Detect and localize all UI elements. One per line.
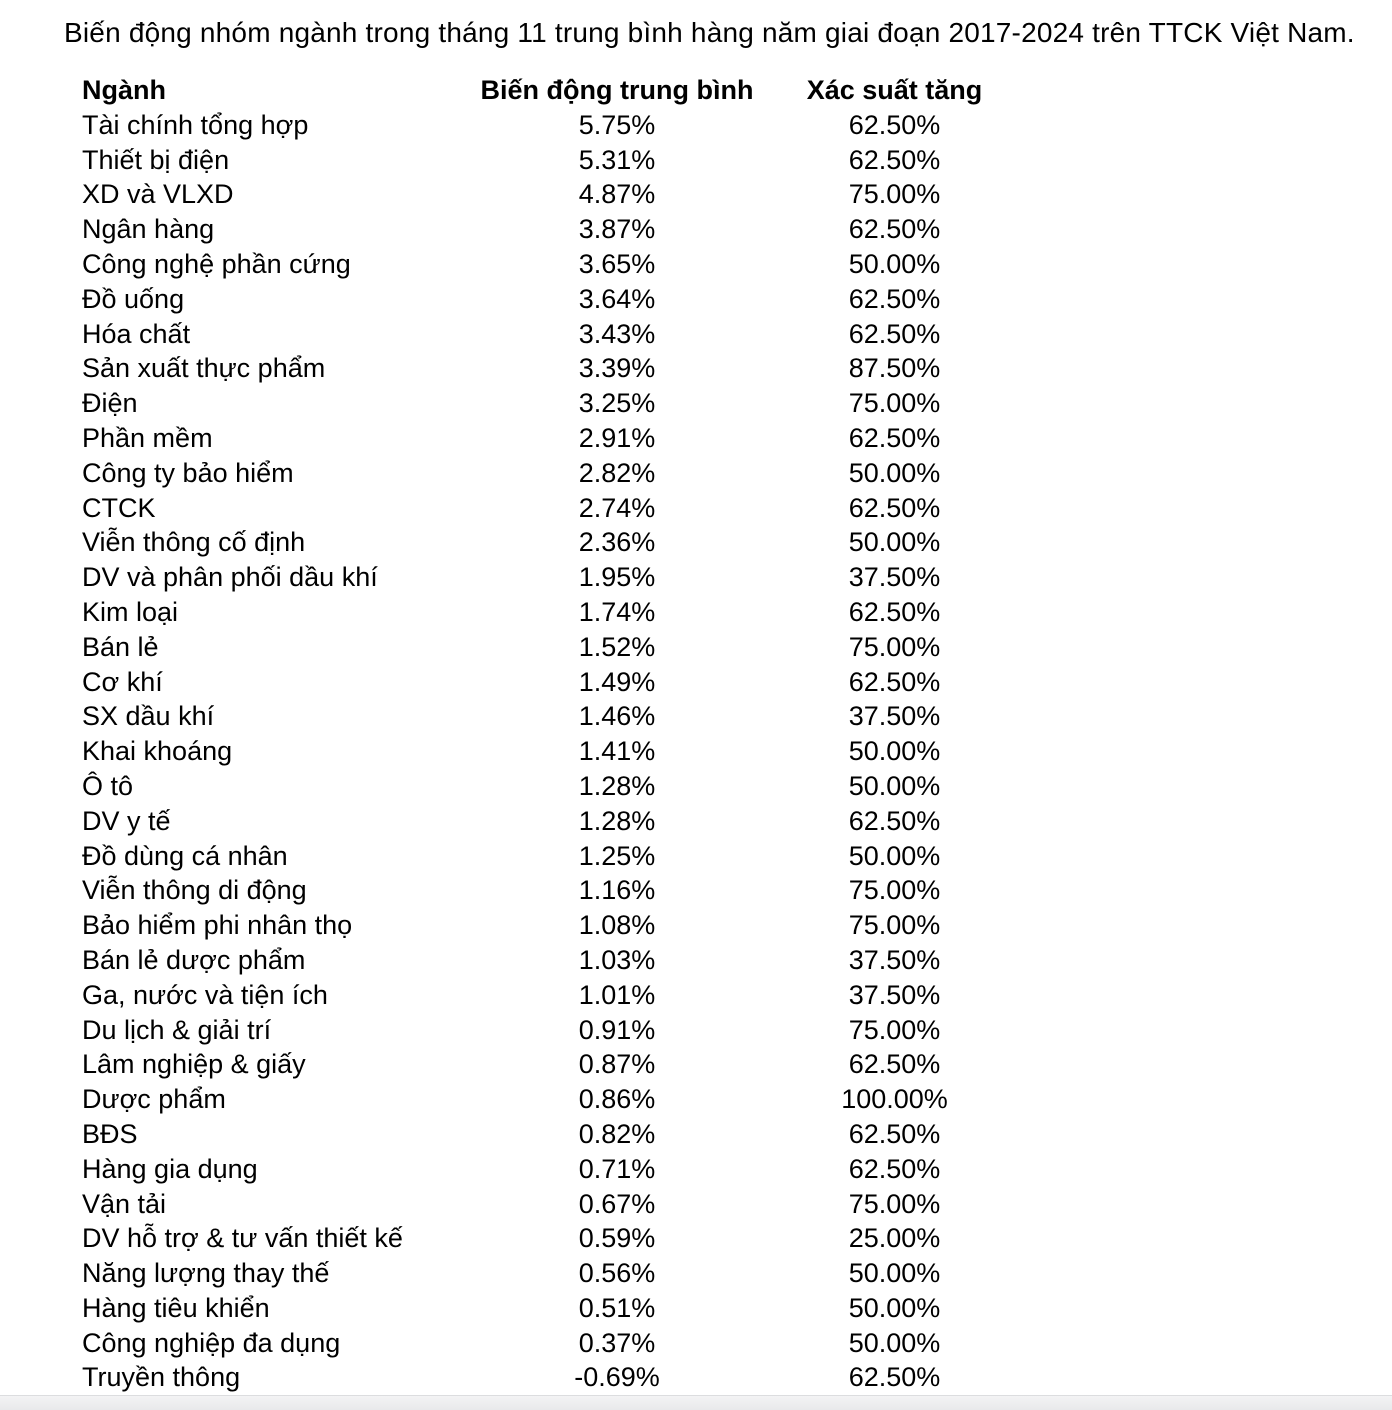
sector-table <box>82 73 1027 1395</box>
table-row <box>82 943 1027 978</box>
column-header-sector: Ngành <box>82 75 166 105</box>
avg-change-value: 2.82% <box>578 457 656 488</box>
sector-name: Phần mềm <box>82 422 213 453</box>
table-row <box>82 1013 1027 1048</box>
sector-name: Cơ khí <box>82 666 163 697</box>
sector-name: Thiết bị điện <box>82 144 230 175</box>
sector-name: Sản xuất thực phẩm <box>82 353 326 384</box>
sector-name: CTCK <box>82 492 156 523</box>
avg-change-value: 1.95% <box>578 562 656 593</box>
up-probability-value: 100.00% <box>841 1084 948 1115</box>
sector-name: Ô tô <box>82 770 134 801</box>
table-row <box>82 978 1027 1013</box>
up-probability-value: 62.50% <box>848 214 941 245</box>
table-row <box>82 1291 1027 1326</box>
up-probability-value: 50.00% <box>848 457 941 488</box>
avg-change-value: 4.87% <box>578 179 656 210</box>
up-probability-value: 50.00% <box>848 840 941 871</box>
up-probability-value: 37.50% <box>848 562 941 593</box>
sector-name: BĐS <box>82 1118 138 1149</box>
table-row <box>82 873 1027 908</box>
table-row <box>82 804 1027 839</box>
up-probability-value: 50.00% <box>848 770 941 801</box>
up-probability-value: 75.00% <box>848 631 941 662</box>
table-row <box>82 386 1027 421</box>
avg-change-value: 1.25% <box>578 840 656 871</box>
up-probability-value: 50.00% <box>848 1258 941 1289</box>
table-row <box>82 1221 1027 1256</box>
table-row <box>82 1187 1027 1222</box>
sector-name: XD và VLXD <box>82 179 234 210</box>
up-probability-value: 37.50% <box>848 979 941 1010</box>
avg-change-value: 2.36% <box>578 527 656 558</box>
avg-change-value: 1.08% <box>578 910 656 941</box>
sector-name: Du lịch & giải trí <box>82 1014 272 1045</box>
sector-name: Công ty bảo hiểm <box>82 457 294 488</box>
up-probability-value: 62.50% <box>848 805 941 836</box>
page-title: Biến động nhóm ngành trong tháng 11 trung bình hàng năm giai đoạn 2017-2024 trên TTCK Việt Nam. <box>64 17 1355 48</box>
table-row <box>82 1326 1027 1361</box>
up-probability-value: 75.00% <box>848 1014 941 1045</box>
table-row <box>82 525 1027 560</box>
up-probability-value: 62.50% <box>848 1118 941 1149</box>
column-header-up-probability: Xác suất tăng <box>806 75 983 105</box>
table-row <box>82 1082 1027 1117</box>
up-probability-value: 25.00% <box>848 1223 941 1254</box>
sector-name: Công nghiệp đa dụng <box>82 1327 341 1358</box>
avg-change-value: 3.65% <box>578 248 656 279</box>
avg-change-value: 3.39% <box>578 353 656 384</box>
up-probability-value: 75.00% <box>848 875 941 906</box>
avg-change-value: 1.49% <box>578 666 656 697</box>
avg-change-value: 3.43% <box>578 318 656 349</box>
sector-name: DV hỗ trợ & tư vấn thiết kế <box>82 1223 403 1254</box>
sector-name: Vận tải <box>82 1188 167 1219</box>
avg-change-value: 0.56% <box>578 1258 656 1289</box>
avg-change-value: 1.01% <box>578 979 656 1010</box>
avg-change-value: 2.74% <box>578 492 656 523</box>
avg-change-value: 2.91% <box>578 422 656 453</box>
up-probability-value: 75.00% <box>848 179 941 210</box>
sector-name: Khai khoáng <box>82 736 233 767</box>
up-probability-value: 75.00% <box>848 910 941 941</box>
avg-change-value: 1.41% <box>578 736 656 767</box>
up-probability-value: 50.00% <box>848 736 941 767</box>
up-probability-value: 62.50% <box>848 666 941 697</box>
table-row <box>82 282 1027 317</box>
up-probability-value: 87.50% <box>848 353 941 384</box>
avg-change-value: 5.75% <box>578 109 656 140</box>
table-row <box>82 1117 1027 1152</box>
up-probability-value: 50.00% <box>848 527 941 558</box>
table-row <box>82 560 1027 595</box>
up-probability-value: 62.50% <box>848 492 941 523</box>
sector-name: Tài chính tổng hợp <box>82 109 309 140</box>
sector-name: Bảo hiểm phi nhân thọ <box>82 910 353 941</box>
sector-name: Hàng gia dụng <box>82 1153 258 1184</box>
table-row <box>82 1256 1027 1291</box>
avg-change-value: 0.59% <box>578 1223 656 1254</box>
sector-name: Lâm nghiệp & giấy <box>82 1049 306 1080</box>
table-header-row <box>82 73 1027 108</box>
up-probability-value: 37.50% <box>848 701 941 732</box>
sector-name: Dược phẩm <box>82 1084 226 1115</box>
up-probability-value: 37.50% <box>848 944 941 975</box>
up-probability-value: 62.50% <box>848 1049 941 1080</box>
avg-change-value: 0.82% <box>578 1118 656 1149</box>
table-row <box>82 108 1027 143</box>
up-probability-value: 62.50% <box>848 283 941 314</box>
up-probability-value: 75.00% <box>848 388 941 419</box>
table-row <box>82 1152 1027 1187</box>
table-row <box>82 177 1027 212</box>
sector-name: SX dầu khí <box>82 701 215 732</box>
sector-name: Đồ dùng cá nhân <box>82 840 288 871</box>
sector-name: Bán lẻ dược phẩm <box>82 944 306 975</box>
table-row <box>82 1360 1027 1395</box>
up-probability-value: 62.50% <box>848 1362 941 1393</box>
table-row <box>82 839 1027 874</box>
up-probability-value: 62.50% <box>848 109 941 140</box>
sector-name: Ga, nước và tiện ích <box>82 979 328 1010</box>
sector-name: Điện <box>82 388 138 419</box>
avg-change-value: 1.28% <box>578 805 656 836</box>
table-row <box>82 212 1027 247</box>
up-probability-value: 62.50% <box>848 422 941 453</box>
sector-name: DV y tế <box>82 805 171 836</box>
table-row <box>82 317 1027 352</box>
table-row <box>82 351 1027 386</box>
window-bottom-edge <box>0 1395 1392 1410</box>
avg-change-value: 0.86% <box>578 1084 656 1115</box>
table-row <box>82 247 1027 282</box>
avg-change-value: 3.25% <box>578 388 656 419</box>
up-probability-value: 62.50% <box>848 144 941 175</box>
avg-change-value: 3.64% <box>578 283 656 314</box>
avg-change-value: 1.74% <box>578 596 656 627</box>
table-row <box>82 734 1027 769</box>
up-probability-value: 50.00% <box>848 1292 941 1323</box>
avg-change-value: 0.87% <box>578 1049 656 1080</box>
avg-change-value: 1.28% <box>578 770 656 801</box>
up-probability-value: 50.00% <box>848 248 941 279</box>
up-probability-value: 62.50% <box>848 318 941 349</box>
up-probability-value: 62.50% <box>848 1153 941 1184</box>
sector-name: Bán lẻ <box>82 631 159 662</box>
sector-name: Ngân hàng <box>82 214 215 245</box>
table-row <box>82 421 1027 456</box>
table-row <box>82 1047 1027 1082</box>
avg-change-value: 1.52% <box>578 631 656 662</box>
sector-name: Công nghệ phần cứng <box>82 248 351 279</box>
sector-name: Viễn thông cố định <box>82 527 306 558</box>
sector-name: DV và phân phối dầu khí <box>82 562 378 593</box>
table-row <box>82 143 1027 178</box>
column-header-avg-change: Biến động trung bình <box>480 75 754 105</box>
avg-change-value: 1.03% <box>578 944 656 975</box>
avg-change-value: 0.37% <box>578 1327 656 1358</box>
sector-name: Truyền thông <box>82 1362 241 1393</box>
sector-name: Kim loại <box>82 596 179 627</box>
avg-change-value: -0.69% <box>574 1362 660 1393</box>
avg-change-value: 0.91% <box>578 1014 656 1045</box>
avg-change-value: 1.16% <box>578 875 656 906</box>
avg-change-value: 0.71% <box>578 1153 656 1184</box>
sector-name: Năng lượng thay thế <box>82 1258 330 1289</box>
up-probability-value: 62.50% <box>848 596 941 627</box>
avg-change-value: 0.67% <box>578 1188 656 1219</box>
table-row <box>82 595 1027 630</box>
avg-change-value: 0.51% <box>578 1292 656 1323</box>
up-probability-value: 75.00% <box>848 1188 941 1219</box>
sector-name: Đồ uống <box>82 283 185 314</box>
avg-change-value: 1.46% <box>578 701 656 732</box>
sector-name: Hóa chất <box>82 318 191 349</box>
table-row <box>82 630 1027 665</box>
up-probability-value: 50.00% <box>848 1327 941 1358</box>
avg-change-value: 5.31% <box>578 144 656 175</box>
table-row <box>82 699 1027 734</box>
table-row <box>82 769 1027 804</box>
table-row <box>82 665 1027 700</box>
sector-name: Hàng tiêu khiển <box>82 1292 270 1323</box>
sector-name: Viễn thông di động <box>82 875 307 906</box>
avg-change-value: 3.87% <box>578 214 656 245</box>
table-row <box>82 908 1027 943</box>
table-row <box>82 456 1027 491</box>
table-row <box>82 491 1027 526</box>
